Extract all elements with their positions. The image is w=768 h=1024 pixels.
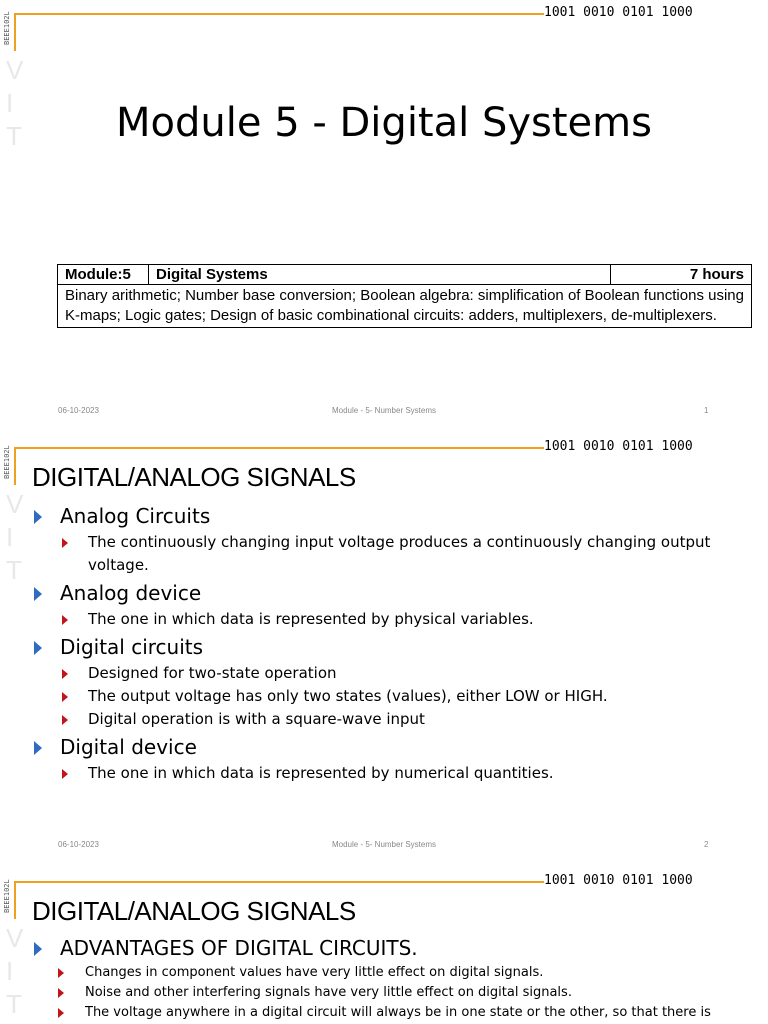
vit-watermark <box>6 922 23 1021</box>
bullet-label: Analog Circuits <box>60 504 211 528</box>
triangle-bullet-icon <box>58 988 64 998</box>
triangle-bullet-icon <box>34 641 42 655</box>
triangle-bullet-icon <box>34 942 42 956</box>
footer-page-number: 2 <box>704 840 709 849</box>
footer-date: 06-10-2023 <box>58 406 99 415</box>
triangle-bullet-icon <box>62 692 68 702</box>
watermark-letter: V <box>6 55 24 85</box>
triangle-bullet-icon <box>34 741 42 755</box>
slide-title: DIGITAL/ANALOG SIGNALS <box>32 896 356 926</box>
bullet-text: Noise and other interfering signals have very little effect on digital signals. <box>85 985 572 1000</box>
bullet-label: ADVANTAGES OF DIGITAL CIRCUITS. <box>60 936 418 960</box>
list-item <box>30 708 768 731</box>
module-name: Digital Systems <box>149 265 611 285</box>
header-line <box>14 881 544 883</box>
list-item <box>30 502 768 531</box>
module-table <box>57 264 752 328</box>
footer-center: Module - 5- Number Systems <box>331 840 437 849</box>
list-item <box>30 963 711 983</box>
list-item <box>30 934 711 963</box>
bullet-label: Digital circuits <box>60 635 204 659</box>
list-item <box>30 633 768 662</box>
footer-center: Module - 5- Number Systems <box>331 406 437 415</box>
header-side-line <box>14 13 16 51</box>
bullet-text: Designed for two-state operation <box>88 664 337 682</box>
list-item <box>30 762 768 785</box>
triangle-bullet-icon <box>34 587 42 601</box>
watermark-letter: I <box>6 522 14 552</box>
bullet-text: The one in which data is represented by physical variables. <box>88 610 534 628</box>
list-item <box>30 983 711 1003</box>
triangle-bullet-icon <box>62 538 68 548</box>
watermark-letter: T <box>6 121 22 151</box>
slide-title: Module 5 - Digital Systems <box>116 100 652 146</box>
bullet-text: The continuously changing input voltage produces a continuously changing output voltage. <box>88 533 711 574</box>
bullet-text: The output voltage has only two states (values), either LOW or HIGH. <box>88 687 608 705</box>
vit-watermark <box>6 488 23 587</box>
triangle-bullet-icon <box>34 510 42 524</box>
binary-header: 1001 0010 0101 1000 <box>544 5 693 20</box>
module-number: Module:5 <box>58 265 149 285</box>
header-side-line <box>14 881 16 919</box>
bullet-text: The voltage anywhere in a digital circuit will always be in one state or the other, so that there is <box>85 1005 711 1020</box>
triangle-bullet-icon <box>62 615 68 625</box>
watermark-letter: I <box>6 956 14 986</box>
slide-title: DIGITAL/ANALOG SIGNALS <box>32 462 356 492</box>
bullet-list <box>30 934 711 1023</box>
slide-3 <box>0 868 768 1024</box>
list-item <box>30 685 768 708</box>
header-line <box>14 447 544 449</box>
list-item <box>30 579 768 608</box>
watermark-letter: V <box>6 489 24 519</box>
list-item <box>30 1003 711 1023</box>
triangle-bullet-icon <box>58 1008 64 1018</box>
bullet-label: Analog device <box>60 581 202 605</box>
triangle-bullet-icon <box>62 669 68 679</box>
triangle-bullet-icon <box>62 769 68 779</box>
watermark-letter: T <box>6 989 22 1019</box>
course-code: BEEE102L <box>3 11 11 45</box>
watermark-letter: I <box>6 88 14 118</box>
list-item <box>30 608 768 631</box>
course-code: BEEE102L <box>3 445 11 479</box>
triangle-bullet-icon <box>62 715 68 725</box>
list-item <box>30 733 768 762</box>
footer-date: 06-10-2023 <box>58 840 99 849</box>
header-side-line <box>14 447 16 485</box>
bullet-list <box>30 502 768 785</box>
binary-header: 1001 0010 0101 1000 <box>544 439 693 454</box>
watermark-letter: V <box>6 923 24 953</box>
slide-1 <box>0 0 768 434</box>
watermark-letter: T <box>6 555 22 585</box>
header-line <box>14 13 544 15</box>
slide-2 <box>0 434 768 868</box>
binary-header: 1001 0010 0101 1000 <box>544 873 693 888</box>
bullet-text: Digital operation is with a square-wave input <box>88 710 425 728</box>
module-hours: 7 hours <box>611 265 752 285</box>
bullet-label: Digital device <box>60 735 197 759</box>
bullet-text: The one in which data is represented by numerical quantities. <box>88 764 554 782</box>
triangle-bullet-icon <box>58 968 64 978</box>
list-item <box>30 662 768 685</box>
module-description: Binary arithmetic; Number base conversion; Boolean algebra: simplification of Boolean functions using K-maps; Logic gates; Design of basic combinational circuits: adders, multiplexers, de-multiplexers. <box>58 285 752 328</box>
course-code: BEEE102L <box>3 879 11 913</box>
footer-page-number: 1 <box>704 406 709 415</box>
bullet-text: Changes in component values have very little effect on digital signals. <box>85 965 544 980</box>
list-item <box>30 531 768 577</box>
